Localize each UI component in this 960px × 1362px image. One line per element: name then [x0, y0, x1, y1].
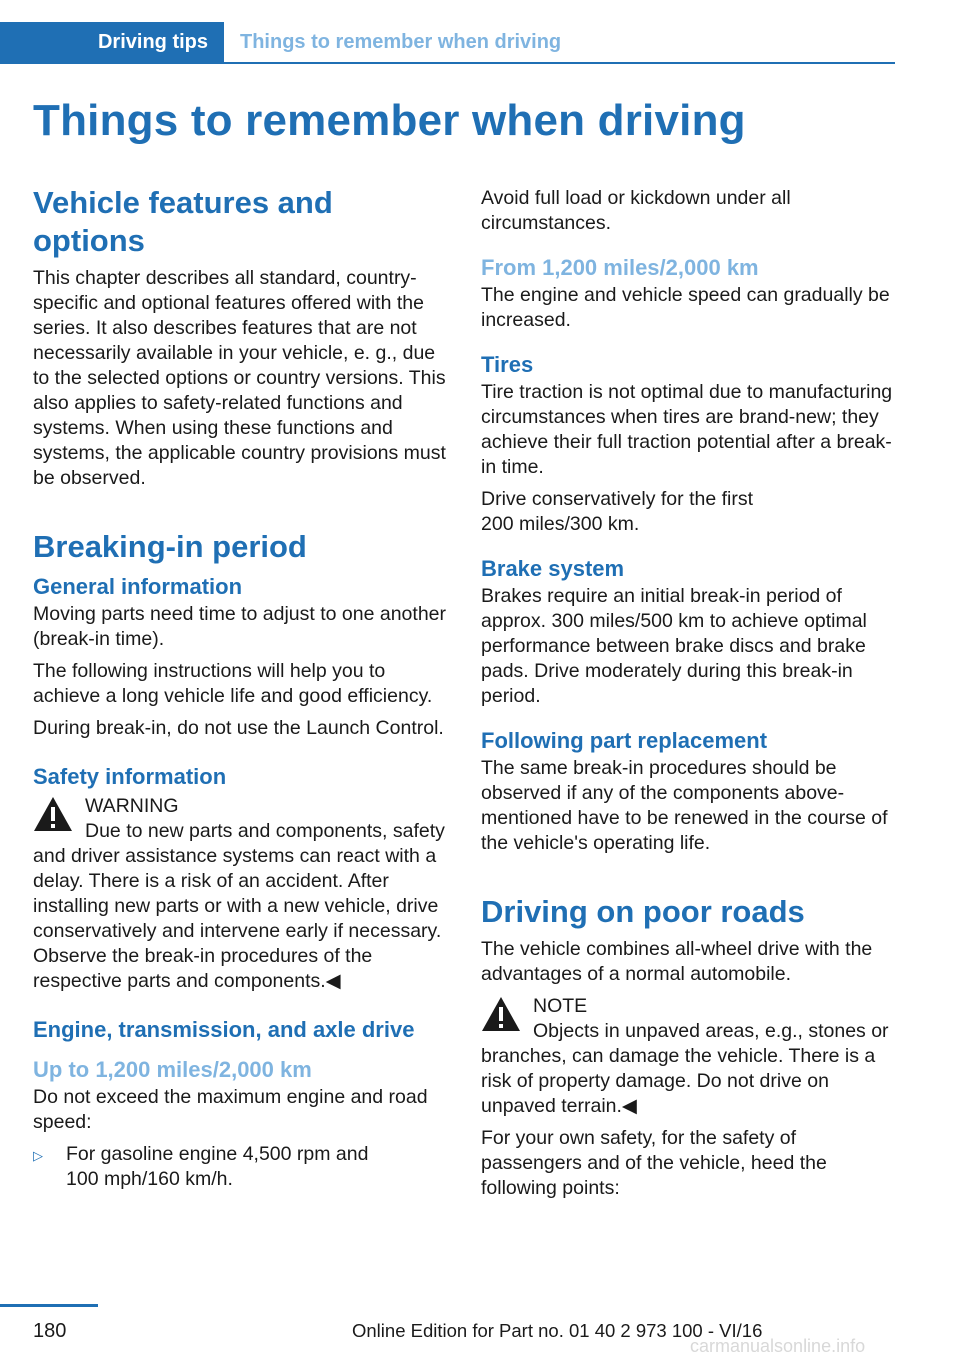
- warning-label: WARNING: [85, 795, 179, 817]
- warning-triangle-icon: [33, 796, 73, 832]
- tires-heading: Tires: [481, 352, 534, 377]
- engine-heading: Engine, transmission, and axle drive: [33, 1017, 415, 1042]
- breadcrumb[interactable]: Things to remember when driving: [240, 31, 562, 53]
- note-label: NOTE: [533, 995, 588, 1017]
- list-item: [33, 1142, 451, 1192]
- general-text-2: The following instructions will help you to achieve a long vehicle life and good efficiency.: [33, 660, 433, 707]
- brake-system-heading: Brake system: [481, 556, 625, 581]
- tires-text-1: Tire traction is not optimal due to manufacturing circumstances when tires are brand-new; they achieve their full traction potential after a break-in time.: [481, 381, 893, 478]
- up-to-text: Do not exceed the maximum engine and road speed:: [33, 1086, 428, 1133]
- brake-system-text: Brakes require an initial break-in period of approx. 300 miles/500 km to achieve optimal performance between brake discs and brake pads. Drive moderately during this break-in period.: [481, 585, 867, 707]
- safety-information-heading: Safety information: [33, 764, 227, 789]
- from-heading: From 1,200 miles/2,000 km: [481, 255, 759, 280]
- note-block: [481, 994, 899, 1119]
- general-information-heading: General information: [33, 574, 243, 599]
- tab-driving-tips[interactable]: Driving tips: [0, 22, 224, 62]
- tires-text-2: Drive conservatively for the first 200 miles/300 km.: [481, 488, 754, 535]
- note-text: Objects in unpaved areas, e.g., stones or branches, can damage the vehicle. There is a risk of property damage. Do not drive on unpaved terrain.◀: [481, 1020, 889, 1117]
- general-text-3: During break-in, do not use the Launch Control.: [33, 717, 444, 739]
- bullet-text: For gasoline engine 4,500 rpm and 100 mph/160 km/h.: [66, 1143, 369, 1190]
- following-replacement-text: The same break-in procedures should be observed if any of the components above-mentioned have to be renewed in the course of the vehicle's operating life.: [481, 757, 888, 854]
- following-replacement-heading: Following part replacement: [481, 728, 768, 753]
- vehicle-features-text: This chapter describes all standard, country-specific and optional features offered with the series. It also describes features that are not necessarily available in your vehicle, e. g., due to the selected options or country versions. This also applies to safety-related functions and systems. When using these functions and systems, the applicable country provisions must be observed.: [33, 267, 446, 489]
- avoid-text: Avoid full load or kickdown under all circumstances.: [481, 187, 791, 234]
- general-text-1: Moving parts need time to adjust to one another (break-in time).: [33, 603, 447, 650]
- page-title: Things to remember when driving: [33, 96, 746, 145]
- vehicle-features-heading: Vehicle features and options: [33, 185, 333, 258]
- triangle-right-icon: ▷: [33, 1148, 43, 1163]
- watermark: carmanualsonline.info: [690, 1336, 866, 1356]
- warning-triangle-icon: [481, 996, 521, 1032]
- warning-block: [33, 794, 451, 994]
- safety-points-text: For your own safety, for the safety of passengers and of the vehicle, heed the following points:: [481, 1127, 827, 1199]
- breaking-in-heading: Breaking-in period: [33, 529, 307, 564]
- poor-roads-text: The vehicle combines all-wheel drive with the advantages of a normal automobile.: [481, 938, 873, 985]
- footer-line: [0, 1304, 98, 1307]
- header-bar: [0, 22, 895, 64]
- right-column: [481, 186, 899, 1208]
- edition-text: Online Edition for Part no. 01 40 2 973 100 - VI/16: [352, 1320, 763, 1341]
- warning-text: Due to new parts and components, safety and driver assistance systems can react with a delay. There is a risk of an accident. After installing new parts or with a new vehicle, drive conservatively and intervene early if necessary. Observe the break-in procedures of the respective parts and components.◀: [33, 820, 445, 992]
- up-to-heading: Up to 1,200 miles/2,000 km: [33, 1057, 312, 1082]
- left-column: [33, 184, 451, 1192]
- from-text: The engine and vehicle speed can gradually be increased.: [481, 284, 890, 331]
- poor-roads-heading: Driving on poor roads: [481, 894, 805, 929]
- page-number: 180: [33, 1320, 67, 1342]
